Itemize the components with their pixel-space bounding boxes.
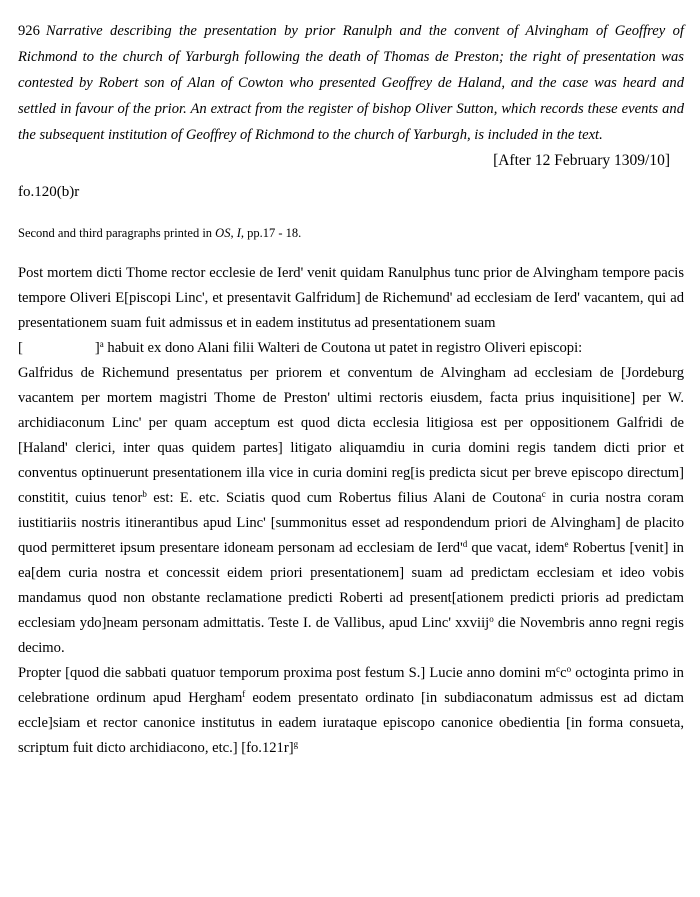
superscript-o: o — [489, 614, 494, 624]
document-page — [18, 18, 684, 761]
superscript-o-2: o — [566, 664, 572, 674]
footnote-mark-g: g — [293, 739, 299, 749]
paragraph-2-text: habuit ex dono Alani filii Walteri de Coutona ut patet in registro Oliveri episcopi: — [103, 340, 583, 356]
para3-part-1: Galfridus de Richemund presentatus per priorem et conventum de Alvingham ad ecclesiam de [Jordeburg vacantem per mortem magistri Thome de Preston' ultimi rectoris eiusdem, facta prius inquisitione] per W. archidiaconum Linc' per quam acceptum est quod dicta ecclesia litigiosa est per oppositionem Galfridi de [Haland' clerici, inter quas quidem partes] litigato aliquamdiu in curia domini regis tandem dicti prior et conventus optinuerunt presentationem illa vice in curia domini reg[is predicta sicut per breve episcopo directum] constitit, cuius tenor — [18, 365, 684, 506]
bracket-open: [ — [18, 340, 23, 356]
entry-number: 926 — [18, 23, 40, 39]
printed-note-ref: OS, I, — [215, 226, 244, 240]
para4-part-2: octoginta primo in celebratione ordinum apud Hergham — [18, 665, 684, 706]
footnote-mark-f: f — [242, 689, 246, 699]
entry-heading — [18, 18, 684, 148]
superscript-c-1: c — [556, 664, 561, 674]
printed-note-prefix: Second and third paragraphs printed in — [18, 226, 216, 240]
footnote-mark-a: a — [99, 339, 104, 349]
folio-reference: fo.120(b)r — [18, 184, 80, 200]
para4-part-1: Propter [quod die sabbati quatuor temporum proxima post festum S.] Lucie anno domini m — [18, 665, 557, 681]
para3-part-3: in curia nostra coram iustitiariis nostris itinerantibus apud Linc' [summonitus esset ad respondendum priori de Alvingham] de placito quod permitteret ipsum presentare idoneam personam ad ecclesiam de Ierd' — [18, 490, 685, 556]
printed-note — [18, 224, 684, 242]
footnote-mark-b: b — [142, 489, 147, 499]
paragraph-1: Post mortem dicti Thome rector ecclesie de Ierd' venit quidam Ranulphus tunc prior de Alvingham tempore pacis tempore Oliveri E[piscopi Linc', et presentavit Galfridum] de Richemund' ad ecclesiam de Ierd' vacantem, qui ad presentationem suam fuit admissus et in eadem institutus ad presentationem suam — [18, 265, 684, 331]
footnote-mark-d: d — [462, 539, 468, 549]
para4-part-3: eodem presentato ordinato [in subdiaconatum admissus est ad dictam eccle]siam et rector canonice institutus in eadem iurataque episcopo canonice obedientia [in forma consueta, scriptum fuit dicto archidiacono, etc.] [fo.121r] — [18, 690, 684, 756]
para3-part-5: Robertus [venit] in ea[dem curia nostra et concessit eidem priori presentationem] suam ad predictam ecclesiam et ideo vobis mandamus quod non obstante reclamatione predicti Roberti ad present[ationem predicti prioris ad predictam ecclesiam ydo]neam personam admittatis. Teste I. de Vallibus, apud Linc' xxviij — [18, 540, 684, 631]
footnote-mark-e: e — [564, 539, 569, 549]
printed-note-suffix: pp.17 - 18. — [244, 226, 302, 240]
footnote-mark-c: c — [541, 489, 546, 499]
para3-part-6: die Novembris anno regni regis decimo. — [18, 615, 684, 656]
entry-date: [After 12 February 1309/10] — [493, 152, 670, 169]
paragraph-2: [ ]$^a$ habuit ex dono Alani filii Walteri de Coutona ut patet in registro Oliveri episcopi: — [18, 339, 583, 356]
paragraph-4 — [18, 661, 684, 761]
paragraph-3 — [18, 361, 684, 661]
entry-summary: Narrative describing the presentation by prior Ranulph and the convent of Alvingham of Geoffrey of Richmond to the church of Yarburgh following the death of Thomas de Preston; the right of presentation was contested by Robert son of Alan of Cowton who presented Geoffrey de Haland, and the case was heard and settled in favour of the prior. An extract from the register of bishop Oliver Sutton, which records these events and the subsequent institution of Geoffrey of Richmond to the church of Yarburgh, is included in the text. — [18, 23, 684, 143]
para4-letter-c: c — [560, 665, 567, 681]
para3-part-2: est: E. etc. Sciatis quod cum Robertus filius Alani de Coutona — [146, 490, 542, 506]
para3-part-4: que vacat, idem — [467, 540, 565, 556]
